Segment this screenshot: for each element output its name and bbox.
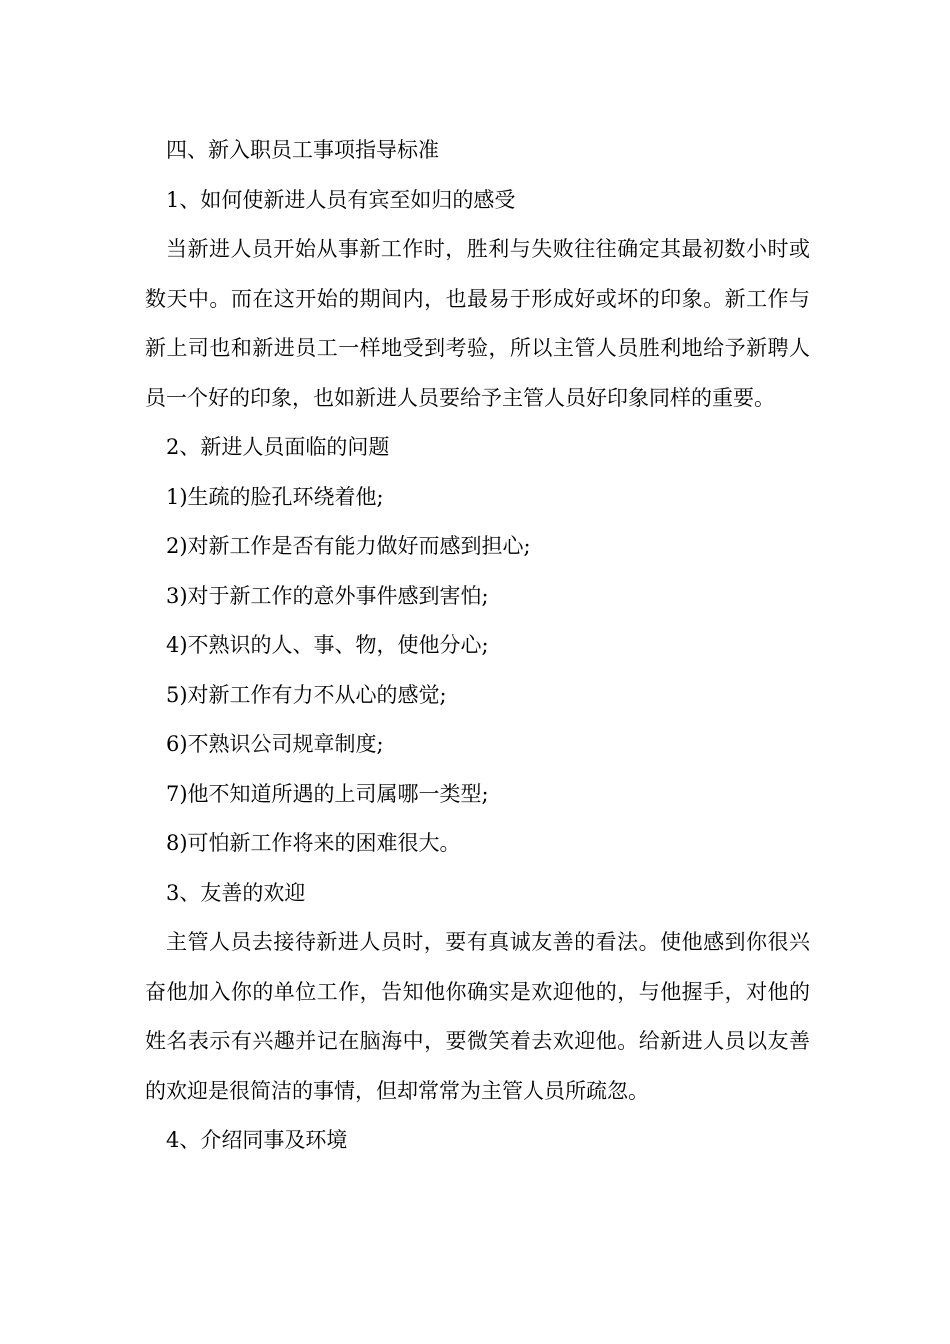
section-3-paragraph: 主管人员去接待新进人员时，要有真诚友善的看法。使他感到你很兴奋他加入你的单位工作，告知他你确实是欢迎他的，与他握手，对他的姓名表示有兴趣并记在脑海中，要微笑着去欢迎他。给新进人员以友善的欢迎是很简洁的事情，但却常常为主管人员所疏忽。: [145, 930, 810, 1103]
list-item: 2)对新工作是否有能力做好而感到担心;: [166, 534, 531, 558]
list-item: 5)对新工作有力不从心的感觉;: [166, 682, 447, 707]
list-item: 4)不熟识的人、事、物，使他分心;: [166, 633, 489, 657]
section-4-heading: 4、介绍同事及环境: [166, 1128, 348, 1152]
section-1-paragraph: 当新进人员开始从事新工作时，胜利与失败往往确定其最初数小时或数天中。而在这开始的期间内，也最易于形成好或坏的印象。新工作与新上司也和新进员工一样地受到考验，所以主管人员胜利地给予新聘人员一个好的印象，也如新进人员要给予主管人员好印象同样的重要。: [145, 237, 810, 410]
list-item: 8)可怕新工作将来的困难很大。: [166, 831, 461, 855]
problem-list: [145, 473, 810, 869]
list-item: 6)不熟识公司规章制度;: [166, 732, 384, 756]
section-2-heading: 2、新进人员面临的问题: [166, 435, 390, 459]
list-item: 1)生疏的脸孔环绕着他;: [166, 484, 384, 509]
section-1-heading: 1、如何使新进人员有宾至如归的感受: [166, 187, 516, 212]
list-item: 3)对于新工作的意外事件感到害怕;: [166, 583, 489, 608]
list-item: 7)他不知道所遇的上司属哪一类型;: [166, 781, 489, 806]
section-title: 四、新入职员工事项指导标准: [166, 138, 439, 162]
document-page: [145, 126, 810, 1166]
section-3-heading: 3、友善的欢迎: [166, 880, 306, 905]
